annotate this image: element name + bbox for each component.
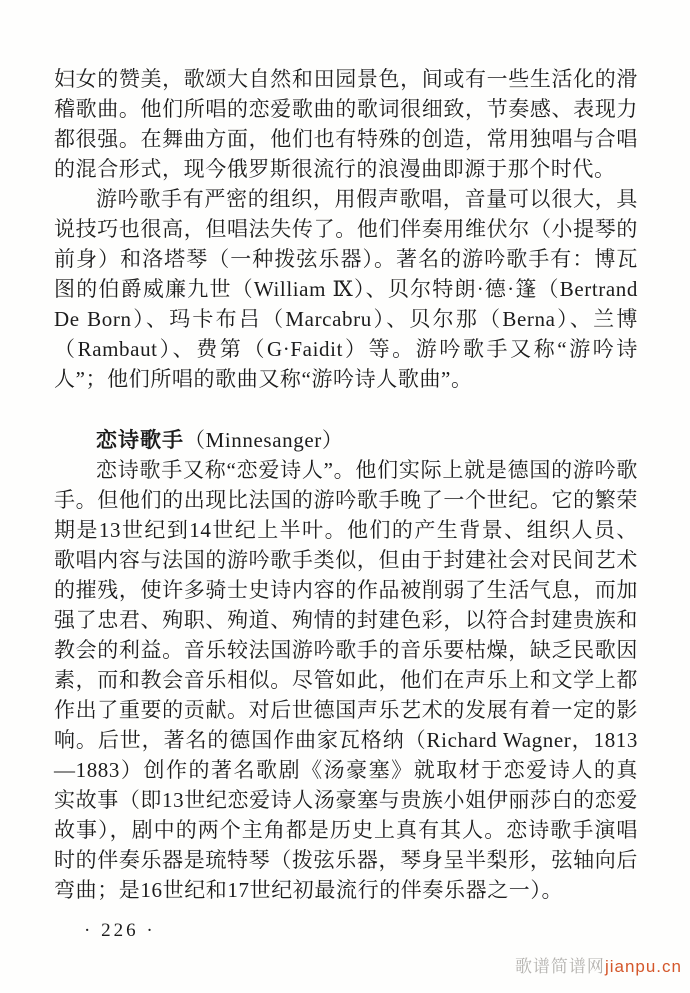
paragraph-minnesanger-body: 恋诗歌手又称“恋爱诗人”。他们实际上就是德国的游吟歌手。但他们的出现比法国的游吟歌手晚了一个世纪。它的繁荣期是13世纪到14世纪上半叶。他们的产生背景、组织人员、歌唱内容与法国的游吟歌手类似，但由于封建社会对民间艺术的摧残，使许多骑士史诗内容的作品被削弱了生活气息，而加强了忠君、殉职、殉道、殉情的封建色彩，以符合封建贵族和教会的利益。音乐较法国游吟歌手的音乐要枯燥，缺乏民歌因素，而和教会音乐相似。尽管如此，他们在声乐上和文学上都作出了重要的贡献。对后世德国声乐艺术的发展有着一定的影响。后世，著名的德国作曲家瓦格纳（Richard Wagner，1813—1883）创作的著名歌剧《汤豪塞》就取材于恋爱诗人的真实故事（即13世纪恋爱诗人汤豪塞与贵族小姐伊丽莎白的恋爱故事），剧中的两个主角都是历史上真有其人。恋诗歌手演唱时的伴奏乐器是琉特琴（拨弦乐器，琴身呈半梨形，弦轴向后弯曲；是16世纪和17世纪初最流行的伴奏乐器之一）。 xyxy=(54,458,638,902)
watermark-site-name: 歌谱简谱网 xyxy=(514,957,605,976)
paragraph-troubadour-organization: 游吟歌手有严密的组织，用假声歌唱，音量可以很大，具说技巧也很高，但唱法失传了。他们伴奏用维伏尔（小提琴的前身）和洛塔琴（一种拨弦乐器）。著名的游吟歌手有：博瓦图的伯爵威廉九世（William Ⅸ）、贝尔特朗·德·篷（Bertrand De Born）、玛卡布吕（Marcabru）、贝尔那（Berna）、兰博（Rambaut）、费第（G·Faidit）等。游吟歌手又称“游吟诗人”；他们所唱的歌曲又称“游吟诗人歌曲”。 xyxy=(54,187,638,391)
heading-term-text: 恋诗歌手 xyxy=(96,428,184,452)
page-text-block xyxy=(54,64,638,905)
heading-annotation-text: （Minnesanger） xyxy=(184,428,344,452)
watermark-domain: jianpu.cn xyxy=(604,957,682,976)
section-heading-minnesanger xyxy=(54,425,638,455)
paragraph-troubadour-songs-continued: 妇女的赞美，歌颂大自然和田园景色，间或有一些生活化的滑稽歌曲。他们所唱的恋爱歌曲的歌词很细致，节奏感、表现力都很强。在舞曲方面，他们也有特殊的创造，常用独唱与合唱的混合形式，现今俄罗斯很流行的浪漫曲即源于那个时代。 xyxy=(54,67,638,181)
watermark xyxy=(515,952,682,977)
page-number: · 226 · xyxy=(84,920,156,941)
